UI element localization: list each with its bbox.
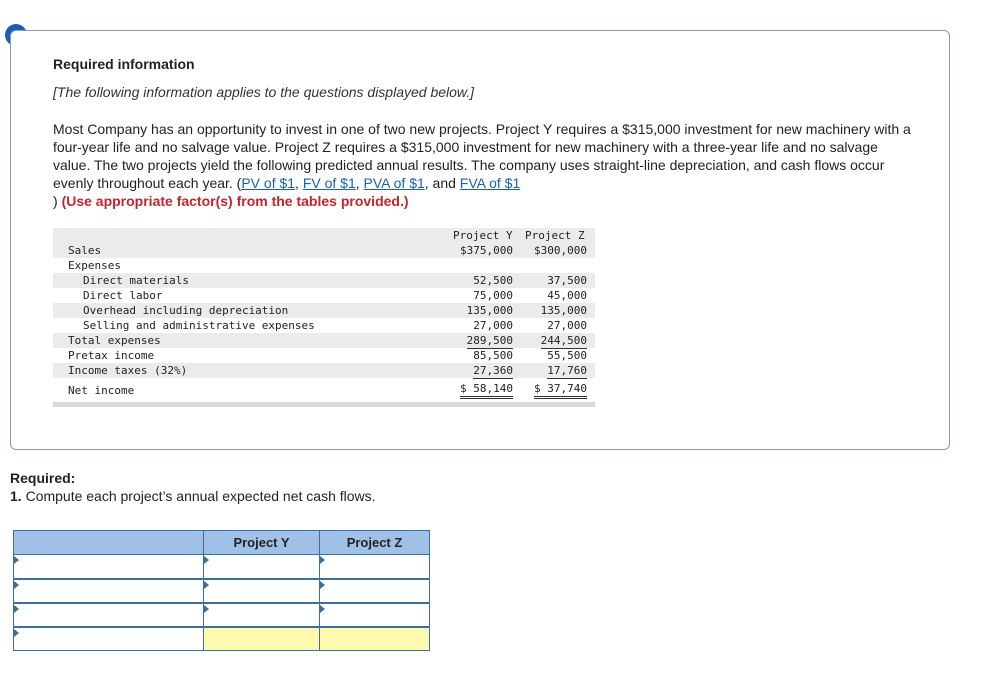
total-cell-y[interactable] bbox=[204, 627, 320, 651]
answer-row bbox=[14, 579, 430, 603]
dropdown-indicator-icon bbox=[204, 581, 209, 589]
answer-label-cell[interactable] bbox=[14, 603, 204, 627]
income-taxes-row bbox=[53, 363, 595, 378]
sales-row bbox=[53, 243, 595, 258]
net-income-row bbox=[53, 378, 595, 398]
dropdown-indicator-icon bbox=[320, 605, 325, 613]
project-y-input[interactable] bbox=[204, 580, 319, 602]
income-taxes-label: Income taxes (32%) bbox=[68, 364, 188, 377]
problem-text: Most Company has an opportunity to invest in one of two new projects. Project Y requires a $315,000 investment for new machinery with a four-year life and no salvage value. Project Z requires a $315,000 investment for new machinery with a three-year life and no salvage value. The two projects yield the following predicted annual results. The company uses straight-line depreciation, and cash flows occur evenly throughout each year. ( bbox=[53, 121, 911, 191]
dropdown-indicator-icon bbox=[14, 581, 19, 589]
project-z-total-input[interactable] bbox=[320, 628, 429, 651]
fva-link[interactable]: FVA of $1 bbox=[459, 175, 521, 191]
pretax-income-z: 55,500 bbox=[547, 349, 587, 362]
pva-link[interactable]: PVA of $1 bbox=[363, 175, 425, 191]
project-y-input[interactable] bbox=[204, 555, 319, 578]
answer-header-project-z: Project Z bbox=[320, 531, 430, 555]
row-label-input[interactable] bbox=[14, 580, 203, 602]
dropdown-indicator-icon bbox=[320, 556, 325, 564]
instruction-text: (Use appropriate factor(s) from the tables provided.) bbox=[61, 193, 409, 209]
project-y-input[interactable] bbox=[204, 604, 319, 626]
income-taxes-z: 17,760 bbox=[547, 364, 587, 377]
answer-label-cell[interactable] bbox=[14, 579, 204, 603]
problem-description bbox=[53, 120, 913, 210]
project-z-input[interactable] bbox=[320, 604, 429, 626]
expense-label: Overhead including depreciation bbox=[83, 304, 289, 317]
total-expenses-row bbox=[53, 333, 595, 348]
separator: , and bbox=[424, 175, 460, 191]
answer-cell-z[interactable] bbox=[320, 555, 430, 579]
answer-cell-y[interactable] bbox=[204, 603, 320, 627]
table-header-row bbox=[53, 228, 595, 243]
total-expenses-label: Total expenses bbox=[68, 334, 161, 347]
dropdown-indicator-icon bbox=[14, 556, 19, 564]
close-paren: ) bbox=[53, 193, 58, 209]
info-title: Required information bbox=[53, 56, 195, 72]
pretax-income-label: Pretax income bbox=[68, 349, 155, 362]
question-text: Compute each project’s annual expected net cash flows. bbox=[21, 488, 376, 504]
expense-label: Selling and administrative expenses bbox=[83, 319, 315, 332]
total-expenses-y: 289,500 bbox=[466, 334, 513, 347]
net-income-z: $ 37,740 bbox=[534, 381, 587, 399]
answer-table bbox=[13, 530, 430, 651]
answer-row bbox=[14, 603, 430, 627]
pretax-income-row bbox=[53, 348, 595, 363]
expense-z: 37,500 bbox=[547, 274, 587, 287]
income-taxes-y: 27,360 bbox=[473, 364, 513, 377]
answer-header-blank bbox=[14, 531, 204, 555]
sales-z: $300,000 bbox=[534, 244, 587, 257]
project-z-input[interactable] bbox=[320, 555, 429, 578]
net-income-y: $ 58,140 bbox=[460, 381, 513, 399]
expense-y: 75,000 bbox=[473, 289, 513, 302]
sales-y: $375,000 bbox=[460, 244, 513, 257]
question-1 bbox=[10, 488, 376, 504]
expense-row bbox=[53, 288, 595, 303]
required-information-panel bbox=[10, 30, 950, 450]
table-footer-bar bbox=[53, 402, 595, 407]
fv-link[interactable]: FV of $1 bbox=[302, 175, 356, 191]
answer-label-cell[interactable] bbox=[14, 555, 204, 579]
answer-total-row bbox=[14, 627, 430, 651]
answer-cell-y[interactable] bbox=[204, 579, 320, 603]
expense-z: 27,000 bbox=[547, 319, 587, 332]
row-label-input[interactable] bbox=[14, 628, 203, 651]
info-subtitle: [The following information applies to the questions displayed below.] bbox=[53, 84, 475, 100]
dropdown-indicator-icon bbox=[320, 581, 325, 589]
answer-cell-y[interactable] bbox=[204, 555, 320, 579]
answer-label-cell[interactable] bbox=[14, 627, 204, 651]
dropdown-indicator-icon bbox=[14, 629, 19, 637]
header-project-z: Project Z bbox=[525, 229, 585, 242]
dropdown-indicator-icon bbox=[204, 605, 209, 613]
answer-header-row bbox=[14, 531, 430, 555]
expense-row bbox=[53, 273, 595, 288]
total-expenses-z: 244,500 bbox=[540, 334, 587, 347]
sales-label: Sales bbox=[68, 244, 102, 257]
question-number: 1. bbox=[10, 488, 22, 504]
row-label-input[interactable] bbox=[14, 555, 203, 578]
project-z-input[interactable] bbox=[320, 580, 429, 602]
answer-cell-z[interactable] bbox=[320, 579, 430, 603]
expenses-label: Expenses bbox=[68, 259, 121, 272]
net-income-label: Net income bbox=[68, 384, 135, 397]
financial-results-table bbox=[53, 228, 595, 407]
answer-header-project-y: Project Y bbox=[204, 531, 320, 555]
expense-y: 52,500 bbox=[473, 274, 513, 287]
total-cell-z[interactable] bbox=[320, 627, 430, 651]
answer-row bbox=[14, 555, 430, 579]
required-label: Required: bbox=[10, 470, 76, 486]
expense-row bbox=[53, 303, 595, 318]
dropdown-indicator-icon bbox=[14, 605, 19, 613]
answer-cell-z[interactable] bbox=[320, 603, 430, 627]
expense-z: 45,000 bbox=[547, 289, 587, 302]
expense-y: 135,000 bbox=[466, 304, 513, 317]
pretax-income-y: 85,500 bbox=[473, 349, 513, 362]
project-y-total-input[interactable] bbox=[204, 628, 319, 651]
expense-label: Direct labor bbox=[83, 289, 163, 302]
separator: , bbox=[295, 175, 303, 191]
expenses-label-row bbox=[53, 258, 595, 273]
expense-z: 135,000 bbox=[540, 304, 587, 317]
header-project-y: Project Y bbox=[453, 229, 513, 242]
expense-y: 27,000 bbox=[473, 319, 513, 332]
row-label-input[interactable] bbox=[14, 604, 203, 626]
expense-row bbox=[53, 318, 595, 333]
expense-label: Direct materials bbox=[83, 274, 189, 287]
pv-link[interactable]: PV of $1 bbox=[241, 175, 296, 191]
separator: , bbox=[355, 175, 364, 191]
dropdown-indicator-icon bbox=[204, 556, 209, 564]
